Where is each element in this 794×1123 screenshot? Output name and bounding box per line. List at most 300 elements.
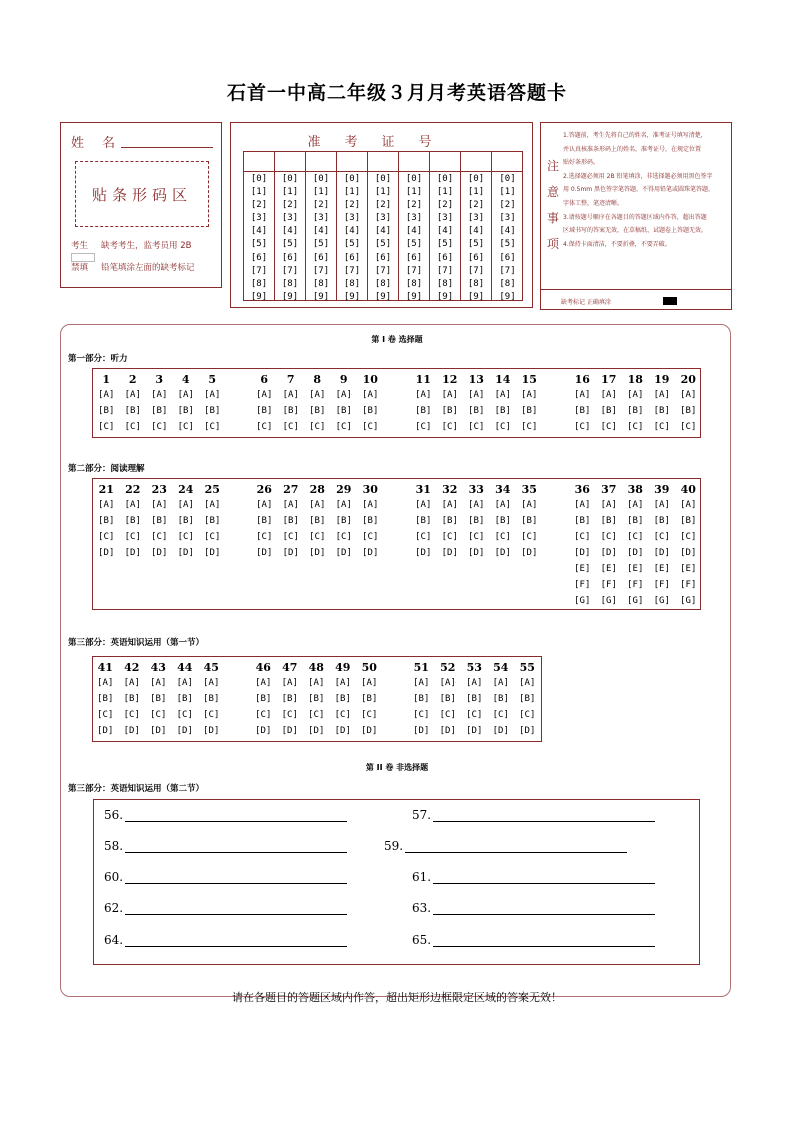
option-bubble[interactable]: [A] — [151, 390, 168, 400]
exam-digit-bubble[interactable]: [1] — [499, 187, 516, 198]
option-bubble[interactable]: [B] — [124, 516, 141, 526]
option-bubble[interactable]: [E] — [574, 564, 591, 574]
option-bubble[interactable]: [B] — [494, 516, 511, 526]
exam-digit-bubble[interactable]: [8] — [436, 278, 454, 289]
exam-digit-bubble[interactable]: [9] — [436, 291, 454, 302]
option-bubble[interactable]: [A] — [627, 500, 644, 510]
option-bubble[interactable]: [A] — [204, 500, 221, 510]
option-bubble[interactable]: [D] — [413, 726, 430, 736]
option-bubble[interactable]: [G] — [574, 596, 591, 606]
option-bubble[interactable]: [B] — [255, 694, 272, 704]
option-bubble[interactable]: [B] — [256, 406, 273, 416]
exam-digit-bubble[interactable]: [5] — [405, 239, 423, 250]
exam-digit-bubble[interactable]: [0] — [499, 174, 516, 184]
exam-digit-bubble[interactable]: [3] — [343, 213, 361, 224]
exam-digit-bubble[interactable]: [0] — [312, 174, 330, 184]
option-bubble[interactable]: [B] — [439, 694, 456, 704]
option-bubble[interactable]: [B] — [335, 406, 352, 416]
exam-digit-bubble[interactable]: [9] — [312, 291, 330, 302]
option-bubble[interactable]: [C] — [521, 532, 538, 542]
option-bubble[interactable]: [B] — [492, 694, 509, 704]
blank-answer-line[interactable] — [125, 810, 347, 822]
option-bubble[interactable]: [A] — [255, 678, 272, 688]
option-bubble[interactable]: [A] — [680, 390, 697, 400]
option-bubble[interactable]: [B] — [124, 406, 141, 416]
option-bubble[interactable]: [A] — [335, 390, 352, 400]
option-bubble[interactable]: [C] — [123, 710, 140, 720]
option-bubble[interactable]: [A] — [151, 500, 168, 510]
option-bubble[interactable]: [C] — [282, 532, 299, 542]
option-bubble[interactable]: [B] — [600, 516, 617, 526]
option-bubble[interactable]: [C] — [256, 532, 273, 542]
blank-answer-line[interactable] — [125, 841, 347, 853]
option-bubble[interactable]: [A] — [177, 390, 194, 400]
option-bubble[interactable]: [C] — [151, 422, 168, 432]
option-bubble[interactable]: [C] — [680, 422, 697, 432]
option-bubble[interactable]: [A] — [362, 500, 379, 510]
option-bubble[interactable]: [A] — [282, 390, 299, 400]
exam-digit-write-cell[interactable] — [306, 152, 336, 172]
exam-digit-bubble[interactable]: [4] — [405, 226, 423, 237]
exam-digit-bubble[interactable]: [0] — [343, 174, 361, 184]
option-bubble[interactable]: [A] — [124, 390, 141, 400]
option-bubble[interactable]: [A] — [309, 500, 326, 510]
option-bubble[interactable]: [A] — [203, 678, 220, 688]
option-bubble[interactable]: [B] — [466, 694, 483, 704]
blank-answer-line[interactable] — [433, 903, 655, 915]
option-bubble[interactable]: [B] — [204, 516, 221, 526]
name-input-line[interactable] — [121, 147, 213, 148]
exam-digit-write-cell[interactable] — [461, 152, 491, 172]
option-bubble[interactable]: [B] — [150, 694, 167, 704]
option-bubble[interactable]: [A] — [97, 678, 114, 688]
exam-digit-bubble[interactable]: [4] — [499, 226, 516, 237]
exam-digit-bubble[interactable]: [5] — [281, 239, 299, 250]
exam-digit-bubble[interactable]: [8] — [467, 278, 485, 289]
option-bubble[interactable]: [C] — [282, 422, 299, 432]
option-bubble[interactable]: [A] — [653, 390, 670, 400]
option-bubble[interactable]: [B] — [441, 406, 458, 416]
option-bubble[interactable]: [D] — [494, 548, 511, 558]
option-bubble[interactable]: [A] — [177, 500, 194, 510]
exam-digit-write-cell[interactable] — [399, 152, 429, 172]
option-bubble[interactable]: [D] — [519, 726, 536, 736]
option-bubble[interactable]: [D] — [256, 548, 273, 558]
option-bubble[interactable]: [B] — [362, 516, 379, 526]
option-bubble[interactable]: [C] — [124, 532, 141, 542]
option-bubble[interactable]: [A] — [256, 500, 273, 510]
exam-digit-bubble[interactable]: [1] — [281, 187, 299, 198]
option-bubble[interactable]: [B] — [335, 516, 352, 526]
option-bubble[interactable]: [C] — [255, 710, 272, 720]
option-bubble[interactable]: [C] — [441, 532, 458, 542]
option-bubble[interactable]: [A] — [600, 500, 617, 510]
blank-answer-line[interactable] — [433, 872, 655, 884]
option-bubble[interactable]: [B] — [97, 694, 114, 704]
option-bubble[interactable]: [A] — [98, 390, 115, 400]
exam-digit-bubble[interactable]: [5] — [250, 239, 268, 250]
option-bubble[interactable]: [B] — [203, 694, 220, 704]
option-bubble[interactable]: [C] — [176, 710, 193, 720]
exam-digit-bubble[interactable]: [7] — [467, 265, 485, 276]
option-bubble[interactable]: [A] — [521, 390, 538, 400]
option-bubble[interactable]: [D] — [124, 548, 141, 558]
exam-digit-bubble[interactable]: [2] — [281, 200, 299, 211]
option-bubble[interactable]: [B] — [256, 516, 273, 526]
exam-digit-bubble[interactable]: [4] — [343, 226, 361, 237]
option-bubble[interactable]: [D] — [466, 726, 483, 736]
option-bubble[interactable]: [C] — [256, 422, 273, 432]
option-bubble[interactable]: [C] — [362, 532, 379, 542]
option-bubble[interactable]: [D] — [308, 726, 325, 736]
option-bubble[interactable]: [A] — [439, 678, 456, 688]
option-bubble[interactable]: [A] — [98, 500, 115, 510]
exam-digit-bubble[interactable]: [9] — [281, 291, 299, 302]
exam-digit-bubble[interactable]: [2] — [436, 200, 454, 211]
option-bubble[interactable]: [C] — [151, 532, 168, 542]
option-bubble[interactable]: [B] — [574, 406, 591, 416]
option-bubble[interactable]: [B] — [521, 406, 538, 416]
exam-digit-bubble[interactable]: [6] — [405, 252, 423, 263]
exam-digit-bubble[interactable]: [3] — [374, 213, 392, 224]
option-bubble[interactable]: [A] — [308, 678, 325, 688]
option-bubble[interactable]: [B] — [468, 406, 485, 416]
option-bubble[interactable]: [D] — [335, 548, 352, 558]
option-bubble[interactable]: [B] — [176, 694, 193, 704]
exam-digit-bubble[interactable]: [4] — [281, 226, 299, 237]
option-bubble[interactable]: [C] — [627, 422, 644, 432]
option-bubble[interactable]: [D] — [574, 548, 591, 558]
option-bubble[interactable]: [C] — [653, 422, 670, 432]
exam-digit-bubble[interactable]: [9] — [250, 291, 268, 302]
option-bubble[interactable]: [A] — [600, 390, 617, 400]
option-bubble[interactable]: [B] — [653, 406, 670, 416]
exam-digit-bubble[interactable]: [4] — [250, 226, 268, 237]
exam-digit-bubble[interactable]: [7] — [312, 265, 330, 276]
option-bubble[interactable]: [C] — [124, 422, 141, 432]
exam-digit-bubble[interactable]: [3] — [436, 213, 454, 224]
option-bubble[interactable]: [A] — [124, 500, 141, 510]
exam-digit-bubble[interactable]: [7] — [405, 265, 423, 276]
option-bubble[interactable]: [A] — [281, 678, 298, 688]
exam-digit-bubble[interactable]: [0] — [405, 174, 423, 184]
exam-digit-bubble[interactable]: [6] — [374, 252, 392, 263]
option-bubble[interactable]: [D] — [680, 548, 697, 558]
option-bubble[interactable]: [D] — [203, 726, 220, 736]
blank-answer-line[interactable] — [433, 810, 655, 822]
absent-mark-box[interactable] — [71, 253, 95, 262]
option-bubble[interactable]: [C] — [494, 422, 511, 432]
exam-digit-write-cell[interactable] — [275, 152, 305, 172]
option-bubble[interactable]: [E] — [600, 564, 617, 574]
option-bubble[interactable]: [C] — [150, 710, 167, 720]
option-bubble[interactable]: [C] — [494, 532, 511, 542]
option-bubble[interactable]: [F] — [680, 580, 697, 590]
exam-digit-bubble[interactable]: [1] — [467, 187, 485, 198]
exam-digit-bubble[interactable]: [7] — [343, 265, 361, 276]
option-bubble[interactable]: [C] — [309, 532, 326, 542]
option-bubble[interactable]: [A] — [334, 678, 351, 688]
option-bubble[interactable]: [B] — [204, 406, 221, 416]
option-bubble[interactable]: [C] — [521, 422, 538, 432]
option-bubble[interactable]: [D] — [282, 548, 299, 558]
option-bubble[interactable]: [C] — [441, 422, 458, 432]
option-bubble[interactable]: [D] — [361, 726, 378, 736]
option-bubble[interactable]: [A] — [413, 678, 430, 688]
option-bubble[interactable]: [C] — [309, 422, 326, 432]
exam-digit-bubble[interactable]: [7] — [499, 265, 516, 276]
option-bubble[interactable]: [C] — [362, 422, 379, 432]
exam-digit-bubble[interactable]: [2] — [312, 200, 330, 211]
option-bubble[interactable]: [D] — [176, 726, 193, 736]
option-bubble[interactable]: [A] — [309, 390, 326, 400]
option-bubble[interactable]: [D] — [468, 548, 485, 558]
option-bubble[interactable]: [C] — [413, 710, 430, 720]
exam-digit-bubble[interactable]: [7] — [250, 265, 268, 276]
option-bubble[interactable]: [C] — [468, 532, 485, 542]
option-bubble[interactable]: [B] — [151, 406, 168, 416]
option-bubble[interactable]: [F] — [627, 580, 644, 590]
option-bubble[interactable]: [B] — [627, 516, 644, 526]
option-bubble[interactable]: [B] — [680, 406, 697, 416]
option-bubble[interactable]: [A] — [494, 390, 511, 400]
option-bubble[interactable]: [A] — [574, 500, 591, 510]
exam-digit-bubble[interactable]: [1] — [250, 187, 268, 198]
option-bubble[interactable]: [A] — [466, 678, 483, 688]
option-bubble[interactable]: [A] — [521, 500, 538, 510]
option-bubble[interactable]: [A] — [680, 500, 697, 510]
option-bubble[interactable]: [C] — [415, 532, 432, 542]
option-bubble[interactable]: [A] — [123, 678, 140, 688]
exam-digit-bubble[interactable]: [6] — [250, 252, 268, 263]
option-bubble[interactable]: [B] — [281, 694, 298, 704]
option-bubble[interactable]: [A] — [335, 500, 352, 510]
option-bubble[interactable]: [B] — [653, 516, 670, 526]
exam-digit-bubble[interactable]: [9] — [343, 291, 361, 302]
exam-digit-bubble[interactable]: [8] — [312, 278, 330, 289]
exam-digit-bubble[interactable]: [3] — [405, 213, 423, 224]
option-bubble[interactable]: [D] — [415, 548, 432, 558]
option-bubble[interactable]: [B] — [177, 516, 194, 526]
option-bubble[interactable]: [C] — [439, 710, 456, 720]
option-bubble[interactable]: [B] — [680, 516, 697, 526]
blank-answer-line[interactable] — [433, 935, 655, 947]
option-bubble[interactable]: [B] — [282, 406, 299, 416]
option-bubble[interactable]: [B] — [177, 406, 194, 416]
option-bubble[interactable]: [F] — [653, 580, 670, 590]
exam-digit-bubble[interactable]: [1] — [343, 187, 361, 198]
option-bubble[interactable]: [D] — [97, 726, 114, 736]
option-bubble[interactable]: [D] — [281, 726, 298, 736]
exam-digit-bubble[interactable]: [2] — [343, 200, 361, 211]
exam-digit-bubble[interactable]: [7] — [436, 265, 454, 276]
blank-answer-line[interactable] — [125, 872, 347, 884]
option-bubble[interactable]: [E] — [627, 564, 644, 574]
option-bubble[interactable]: [D] — [362, 548, 379, 558]
option-bubble[interactable]: [D] — [334, 726, 351, 736]
option-bubble[interactable]: [A] — [627, 390, 644, 400]
option-bubble[interactable]: [F] — [574, 580, 591, 590]
option-bubble[interactable]: [B] — [361, 694, 378, 704]
exam-digit-write-cell[interactable] — [337, 152, 367, 172]
option-bubble[interactable]: [A] — [441, 500, 458, 510]
exam-digit-bubble[interactable]: [0] — [374, 174, 392, 184]
exam-digit-bubble[interactable]: [6] — [467, 252, 485, 263]
exam-digit-bubble[interactable]: [2] — [405, 200, 423, 211]
option-bubble[interactable]: [D] — [150, 726, 167, 736]
option-bubble[interactable]: [D] — [627, 548, 644, 558]
exam-digit-bubble[interactable]: [5] — [436, 239, 454, 250]
exam-digit-bubble[interactable]: [4] — [467, 226, 485, 237]
exam-digit-bubble[interactable]: [6] — [499, 252, 516, 263]
option-bubble[interactable]: [C] — [177, 532, 194, 542]
option-bubble[interactable]: [C] — [466, 710, 483, 720]
exam-digit-bubble[interactable]: [8] — [405, 278, 423, 289]
option-bubble[interactable]: [B] — [123, 694, 140, 704]
option-bubble[interactable]: [C] — [600, 532, 617, 542]
option-bubble[interactable]: [D] — [492, 726, 509, 736]
option-bubble[interactable]: [C] — [97, 710, 114, 720]
option-bubble[interactable]: [C] — [204, 532, 221, 542]
option-bubble[interactable]: [C] — [653, 532, 670, 542]
option-bubble[interactable]: [C] — [335, 422, 352, 432]
option-bubble[interactable]: [F] — [600, 580, 617, 590]
exam-digit-bubble[interactable]: [3] — [499, 213, 516, 224]
exam-digit-bubble[interactable]: [0] — [250, 174, 268, 184]
option-bubble[interactable]: [C] — [519, 710, 536, 720]
option-bubble[interactable]: [A] — [204, 390, 221, 400]
exam-digit-bubble[interactable]: [2] — [467, 200, 485, 211]
option-bubble[interactable]: [C] — [492, 710, 509, 720]
option-bubble[interactable]: [B] — [413, 694, 430, 704]
option-bubble[interactable]: [A] — [282, 500, 299, 510]
exam-digit-bubble[interactable]: [9] — [467, 291, 485, 302]
option-bubble[interactable]: [A] — [653, 500, 670, 510]
option-bubble[interactable]: [A] — [519, 678, 536, 688]
exam-digit-bubble[interactable]: [8] — [250, 278, 268, 289]
option-bubble[interactable]: [C] — [204, 422, 221, 432]
option-bubble[interactable]: [B] — [308, 694, 325, 704]
option-bubble[interactable]: [C] — [680, 532, 697, 542]
option-bubble[interactable]: [A] — [468, 390, 485, 400]
exam-digit-bubble[interactable]: [0] — [436, 174, 454, 184]
option-bubble[interactable]: [D] — [521, 548, 538, 558]
option-bubble[interactable]: [C] — [574, 422, 591, 432]
option-bubble[interactable]: [G] — [627, 596, 644, 606]
option-bubble[interactable]: [C] — [177, 422, 194, 432]
exam-digit-bubble[interactable]: [8] — [374, 278, 392, 289]
option-bubble[interactable]: [B] — [574, 516, 591, 526]
option-bubble[interactable]: [A] — [468, 500, 485, 510]
option-bubble[interactable]: [D] — [441, 548, 458, 558]
exam-digit-bubble[interactable]: [4] — [312, 226, 330, 237]
option-bubble[interactable]: [D] — [123, 726, 140, 736]
option-bubble[interactable]: [C] — [574, 532, 591, 542]
exam-digit-bubble[interactable]: [3] — [250, 213, 268, 224]
option-bubble[interactable]: [A] — [362, 390, 379, 400]
exam-digit-bubble[interactable]: [1] — [312, 187, 330, 198]
exam-digit-bubble[interactable]: [1] — [436, 187, 454, 198]
option-bubble[interactable]: [C] — [361, 710, 378, 720]
exam-digit-bubble[interactable]: [3] — [467, 213, 485, 224]
exam-digit-bubble[interactable]: [8] — [281, 278, 299, 289]
option-bubble[interactable]: [B] — [494, 406, 511, 416]
option-bubble[interactable]: [G] — [680, 596, 697, 606]
option-bubble[interactable]: [B] — [519, 694, 536, 704]
exam-digit-bubble[interactable]: [7] — [374, 265, 392, 276]
exam-digit-write-cell[interactable] — [368, 152, 398, 172]
exam-digit-bubble[interactable]: [5] — [499, 239, 516, 250]
exam-digit-bubble[interactable]: [6] — [281, 252, 299, 263]
option-bubble[interactable]: [A] — [256, 390, 273, 400]
option-bubble[interactable]: [G] — [600, 596, 617, 606]
option-bubble[interactable]: [B] — [334, 694, 351, 704]
blank-answer-line[interactable] — [125, 903, 347, 915]
option-bubble[interactable]: [D] — [177, 548, 194, 558]
option-bubble[interactable]: [D] — [309, 548, 326, 558]
option-bubble[interactable]: [A] — [441, 390, 458, 400]
option-bubble[interactable]: [C] — [98, 532, 115, 542]
exam-digit-bubble[interactable]: [8] — [499, 278, 516, 289]
option-bubble[interactable]: [B] — [468, 516, 485, 526]
exam-digit-bubble[interactable]: [1] — [374, 187, 392, 198]
exam-digit-bubble[interactable]: [7] — [281, 265, 299, 276]
exam-digit-bubble[interactable]: [2] — [499, 200, 516, 211]
exam-digit-write-cell[interactable] — [430, 152, 460, 172]
exam-digit-bubble[interactable]: [6] — [343, 252, 361, 263]
exam-digit-bubble[interactable]: [1] — [405, 187, 423, 198]
option-bubble[interactable]: [B] — [282, 516, 299, 526]
exam-digit-bubble[interactable]: [5] — [467, 239, 485, 250]
option-bubble[interactable]: [B] — [309, 406, 326, 416]
exam-digit-bubble[interactable]: [5] — [374, 239, 392, 250]
option-bubble[interactable]: [A] — [150, 678, 167, 688]
option-bubble[interactable]: [B] — [151, 516, 168, 526]
option-bubble[interactable]: [A] — [574, 390, 591, 400]
option-bubble[interactable]: [B] — [441, 516, 458, 526]
option-bubble[interactable]: [B] — [98, 516, 115, 526]
exam-digit-bubble[interactable]: [6] — [312, 252, 330, 263]
option-bubble[interactable]: [D] — [204, 548, 221, 558]
option-bubble[interactable]: [E] — [680, 564, 697, 574]
option-bubble[interactable]: [C] — [98, 422, 115, 432]
exam-digit-bubble[interactable]: [9] — [374, 291, 392, 302]
option-bubble[interactable]: [C] — [334, 710, 351, 720]
option-bubble[interactable]: [C] — [335, 532, 352, 542]
option-bubble[interactable]: [C] — [415, 422, 432, 432]
exam-digit-bubble[interactable]: [5] — [343, 239, 361, 250]
option-bubble[interactable]: [B] — [415, 406, 432, 416]
option-bubble[interactable]: [A] — [176, 678, 193, 688]
exam-digit-bubble[interactable]: [2] — [374, 200, 392, 211]
option-bubble[interactable]: [B] — [415, 516, 432, 526]
option-bubble[interactable]: [C] — [281, 710, 298, 720]
option-bubble[interactable]: [A] — [361, 678, 378, 688]
option-bubble[interactable]: [D] — [98, 548, 115, 558]
option-bubble[interactable]: [D] — [151, 548, 168, 558]
option-bubble[interactable]: [C] — [203, 710, 220, 720]
option-bubble[interactable]: [B] — [362, 406, 379, 416]
option-bubble[interactable]: [D] — [255, 726, 272, 736]
option-bubble[interactable]: [B] — [98, 406, 115, 416]
option-bubble[interactable]: [D] — [439, 726, 456, 736]
exam-digit-bubble[interactable]: [8] — [343, 278, 361, 289]
option-bubble[interactable]: [D] — [653, 548, 670, 558]
exam-digit-bubble[interactable]: [4] — [436, 226, 454, 237]
option-bubble[interactable]: [C] — [600, 422, 617, 432]
blank-answer-line[interactable] — [405, 841, 627, 853]
option-bubble[interactable]: [B] — [627, 406, 644, 416]
